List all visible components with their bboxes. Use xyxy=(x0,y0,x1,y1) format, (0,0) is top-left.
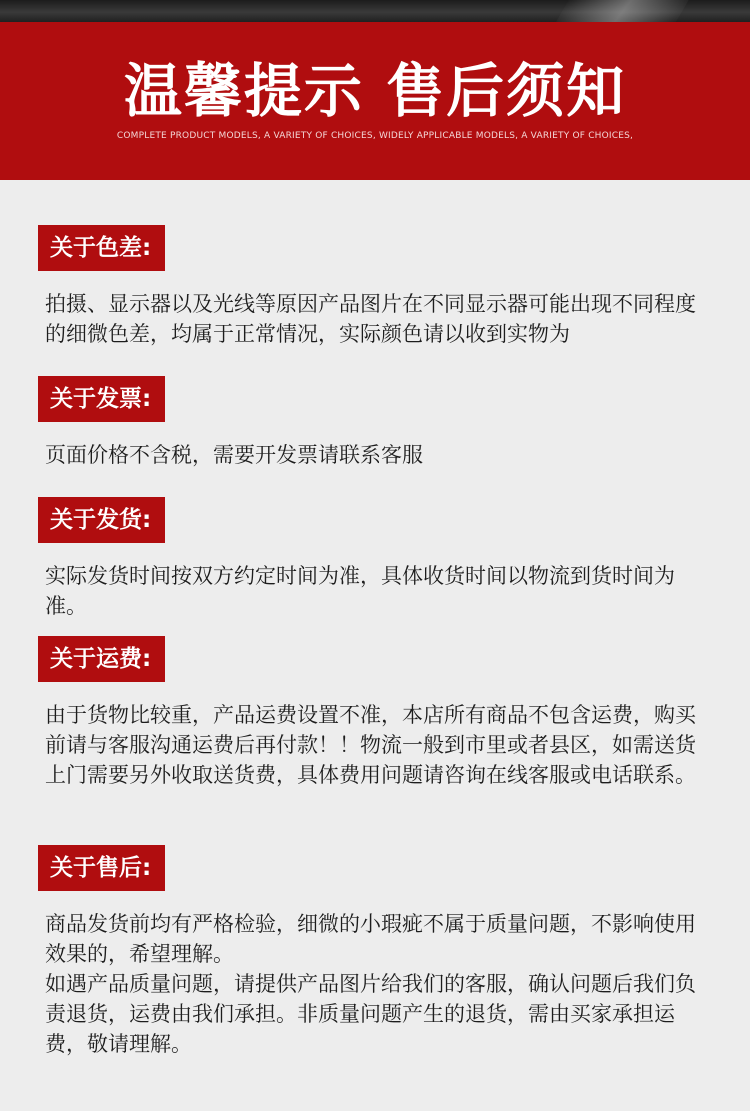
section-heading: 关于发货: xyxy=(38,497,165,543)
section-paragraph: 商品发货前均有严格检验，细微的小瑕疵不属于质量问题，不影响使用效果的，希望理解。 xyxy=(45,912,696,966)
section-freight xyxy=(38,636,718,790)
section-heading: 关于运费: xyxy=(38,636,165,682)
section-heading: 关于售后: xyxy=(38,845,165,891)
section-paragraph: 如遇产品质量问题，请提供产品图片给我们的客服，确认问题后我们负责退货，运费由我们承担。非质量问题产生的退货，需由买家承担运费，敬请理解。 xyxy=(45,972,696,1056)
section-body xyxy=(38,440,713,470)
section-after-sales xyxy=(38,845,718,1059)
section-body xyxy=(38,700,713,790)
header-banner xyxy=(0,22,750,180)
strip-sheen xyxy=(546,0,695,22)
section-body xyxy=(38,289,713,349)
section-shipping xyxy=(38,497,718,621)
section-paragraph: 由于货物比较重，产品运费设置不准，本店所有商品不包含运费，购买前请与客服沟通运费后再付款！！物流一般到市里或者县区，如需送货上门需要另外收取送货费，具体费用问题请咨询在线客服或电话联系。 xyxy=(45,703,696,787)
section-paragraph: 拍摄、显示器以及光线等原因产品图片在不同显示器可能出现不同程度的细微色差，均属于正常情况，实际颜色请以收到实物为 xyxy=(45,292,696,346)
section-heading: 关于发票: xyxy=(38,376,165,422)
section-heading: 关于色差: xyxy=(38,225,165,271)
page-title: 温馨提示 售后须知 xyxy=(123,57,627,125)
page-subtitle: COMPLETE PRODUCT MODELS, A VARIETY OF CHOICES, WIDELY APPLICABLE MODELS, A VARIETY OF CHOICES, xyxy=(116,131,634,141)
section-color-difference xyxy=(38,225,718,349)
section-body xyxy=(38,909,713,1059)
section-paragraph: 页面价格不含税，需要开发票请联系客服 xyxy=(45,443,423,467)
top-decorative-strip xyxy=(0,0,750,22)
section-body xyxy=(38,561,713,621)
section-invoice xyxy=(38,376,718,470)
section-paragraph: 实际发货时间按双方约定时间为准，具体收货时间以物流到货时间为准。 xyxy=(45,564,675,618)
